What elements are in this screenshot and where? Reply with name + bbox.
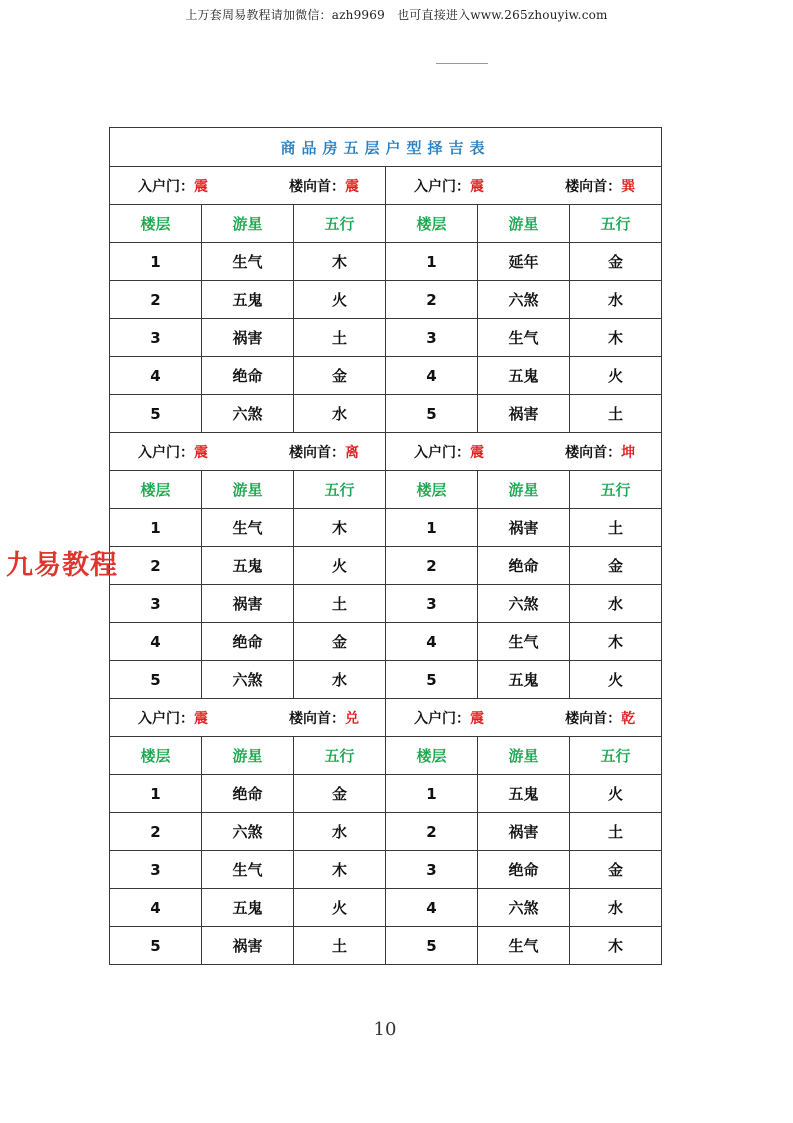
door-facing-info: [386, 176, 661, 196]
element-cell: 土: [570, 813, 662, 851]
element-cell: 火: [570, 775, 662, 813]
door-label: 入户门：: [138, 178, 194, 195]
door-label: 入户门：: [138, 444, 194, 461]
block-info-cell: [386, 167, 662, 205]
column-header-floor: 楼层: [110, 471, 202, 509]
column-header-floor: 楼层: [386, 205, 478, 243]
door-facing-info: [386, 442, 661, 462]
element-cell: 木: [294, 509, 386, 547]
element-cell: 土: [570, 395, 662, 433]
star-cell: 六煞: [478, 889, 570, 927]
floor-cell: 5: [386, 661, 478, 699]
floor-cell: 1: [386, 775, 478, 813]
facing-label: 楼向首：: [289, 178, 345, 195]
floor-cell: 4: [386, 889, 478, 927]
table-title-row: [110, 128, 662, 167]
column-header-element: 五行: [294, 471, 386, 509]
star-cell: 祸害: [478, 509, 570, 547]
door-info: [138, 708, 208, 728]
column-header-star: 游星: [478, 205, 570, 243]
star-cell: 祸害: [202, 927, 294, 965]
floor-cell: 4: [110, 623, 202, 661]
star-cell: 生气: [478, 927, 570, 965]
star-cell: 祸害: [478, 813, 570, 851]
star-cell: 六煞: [478, 281, 570, 319]
column-header-floor: 楼层: [386, 471, 478, 509]
door-info: [138, 176, 208, 196]
element-cell: 水: [570, 281, 662, 319]
star-cell: 五鬼: [478, 661, 570, 699]
floor-cell: 2: [386, 281, 478, 319]
facing-label: 楼向首：: [289, 710, 345, 727]
door-value: 震: [194, 710, 208, 727]
facing-value: 乾: [621, 710, 636, 727]
door-facing-info: [386, 708, 661, 728]
column-header-star: 游星: [478, 737, 570, 775]
door-label: 入户门：: [414, 444, 470, 461]
block-info-cell: [110, 167, 386, 205]
table-title: 商品房五层户型择吉表: [110, 128, 662, 167]
column-header-floor: 楼层: [110, 737, 202, 775]
floor-cell: 4: [386, 357, 478, 395]
element-cell: 水: [570, 585, 662, 623]
element-cell: 火: [294, 547, 386, 585]
decorative-dash: [436, 63, 488, 64]
door-label: 入户门：: [414, 710, 470, 727]
facing-info: [565, 442, 635, 462]
element-cell: 火: [294, 281, 386, 319]
element-cell: 木: [570, 319, 662, 357]
page-number: 10: [373, 1019, 397, 1040]
block-info-cell: [386, 699, 662, 737]
block-info-row: [110, 167, 662, 205]
element-cell: 土: [294, 585, 386, 623]
facing-label: 楼向首：: [565, 178, 622, 195]
facing-info: [565, 708, 635, 728]
door-value: 震: [470, 444, 484, 461]
table-row: [110, 319, 662, 357]
door-label: 入户门：: [138, 710, 194, 727]
column-header-row: [110, 737, 662, 775]
floor-cell: 5: [110, 395, 202, 433]
floor-cell: 2: [110, 547, 202, 585]
element-cell: 金: [294, 357, 386, 395]
facing-value: 震: [345, 178, 359, 195]
table-row: [110, 395, 662, 433]
block-info-row: [110, 699, 662, 737]
star-cell: 绝命: [202, 357, 294, 395]
star-cell: 五鬼: [478, 775, 570, 813]
floor-cell: 5: [110, 927, 202, 965]
floor-cell: 2: [110, 813, 202, 851]
table-row: [110, 775, 662, 813]
facing-info: [289, 176, 359, 196]
door-value: 震: [470, 710, 484, 727]
star-cell: 生气: [478, 319, 570, 357]
door-info: [414, 442, 484, 462]
element-cell: 木: [294, 851, 386, 889]
table-row: [110, 281, 662, 319]
block-info-cell: [386, 433, 662, 471]
element-cell: 金: [570, 243, 662, 281]
element-cell: 火: [294, 889, 386, 927]
header-note: 上万套周易教程请加微信：azh9969 也可直接进入www.265zhouyiw.com: [185, 8, 608, 22]
table-row: [110, 661, 662, 699]
floor-cell: 3: [110, 319, 202, 357]
element-cell: 火: [570, 357, 662, 395]
facing-value: 巽: [621, 178, 636, 195]
floor-cell: 3: [386, 585, 478, 623]
element-cell: 水: [570, 889, 662, 927]
column-header-element: 五行: [294, 737, 386, 775]
star-cell: 五鬼: [478, 357, 570, 395]
door-facing-info: [110, 442, 385, 462]
floor-cell: 3: [110, 851, 202, 889]
floor-cell: 4: [386, 623, 478, 661]
column-header-row: [110, 205, 662, 243]
element-cell: 金: [294, 775, 386, 813]
floor-cell: 4: [110, 889, 202, 927]
door-info: [414, 176, 484, 196]
block-info-cell: [110, 699, 386, 737]
element-cell: 金: [570, 547, 662, 585]
star-cell: 延年: [478, 243, 570, 281]
column-header-floor: 楼层: [110, 205, 202, 243]
door-label: 入户门：: [414, 178, 470, 195]
star-cell: 六煞: [202, 813, 294, 851]
star-cell: 五鬼: [202, 889, 294, 927]
door-value: 震: [194, 444, 208, 461]
floor-cell: 4: [110, 357, 202, 395]
block-info-row: [110, 433, 662, 471]
element-cell: 水: [294, 661, 386, 699]
floor-cell: 1: [386, 243, 478, 281]
element-cell: 木: [570, 623, 662, 661]
facing-value: 坤: [621, 444, 636, 461]
column-header-row: [110, 471, 662, 509]
floor-cell: 5: [386, 395, 478, 433]
facing-value: 兑: [345, 710, 359, 727]
door-facing-info: [110, 708, 385, 728]
facing-label: 楼向首：: [565, 710, 622, 727]
star-cell: 祸害: [478, 395, 570, 433]
star-cell: 六煞: [202, 395, 294, 433]
column-header-star: 游星: [202, 471, 294, 509]
door-value: 震: [470, 178, 484, 195]
table-row: [110, 889, 662, 927]
facing-value: 离: [345, 444, 359, 461]
facing-label: 楼向首：: [289, 444, 345, 461]
auspicious-floor-table: [109, 127, 662, 965]
star-cell: 六煞: [202, 661, 294, 699]
star-cell: 生气: [202, 243, 294, 281]
column-header-element: 五行: [570, 737, 662, 775]
star-cell: 祸害: [202, 585, 294, 623]
table-row: [110, 813, 662, 851]
facing-info: [289, 708, 359, 728]
floor-cell: 2: [110, 281, 202, 319]
element-cell: 金: [294, 623, 386, 661]
table-row: [110, 851, 662, 889]
element-cell: 火: [570, 661, 662, 699]
element-cell: 金: [570, 851, 662, 889]
facing-label: 楼向首：: [565, 444, 622, 461]
door-value: 震: [194, 178, 208, 195]
column-header-element: 五行: [294, 205, 386, 243]
element-cell: 水: [294, 395, 386, 433]
table-row: [110, 623, 662, 661]
door-info: [138, 442, 208, 462]
table-row: [110, 547, 662, 585]
star-cell: 祸害: [202, 319, 294, 357]
floor-cell: 1: [110, 509, 202, 547]
star-cell: 五鬼: [202, 281, 294, 319]
element-cell: 木: [570, 927, 662, 965]
table-row: [110, 357, 662, 395]
facing-info: [289, 442, 359, 462]
element-cell: 土: [294, 927, 386, 965]
column-header-element: 五行: [570, 471, 662, 509]
element-cell: 木: [294, 243, 386, 281]
star-cell: 五鬼: [202, 547, 294, 585]
star-cell: 绝命: [202, 623, 294, 661]
floor-cell: 1: [386, 509, 478, 547]
floor-cell: 2: [386, 547, 478, 585]
element-cell: 土: [570, 509, 662, 547]
door-info: [414, 708, 484, 728]
floor-cell: 3: [110, 585, 202, 623]
star-cell: 生气: [478, 623, 570, 661]
column-header-star: 游星: [202, 737, 294, 775]
star-cell: 生气: [202, 851, 294, 889]
floor-cell: 1: [110, 775, 202, 813]
column-header-floor: 楼层: [386, 737, 478, 775]
element-cell: 水: [294, 813, 386, 851]
floor-cell: 5: [110, 661, 202, 699]
watermark-logo: 九易教程: [6, 550, 118, 581]
star-cell: 绝命: [478, 851, 570, 889]
star-cell: 绝命: [202, 775, 294, 813]
column-header-star: 游星: [202, 205, 294, 243]
star-cell: 六煞: [478, 585, 570, 623]
facing-info: [565, 176, 635, 196]
door-facing-info: [110, 176, 385, 196]
block-info-cell: [110, 433, 386, 471]
element-cell: 土: [294, 319, 386, 357]
floor-cell: 1: [110, 243, 202, 281]
table-row: [110, 927, 662, 965]
floor-cell: 2: [386, 813, 478, 851]
table-row: [110, 243, 662, 281]
floor-cell: 5: [386, 927, 478, 965]
floor-cell: 3: [386, 851, 478, 889]
column-header-element: 五行: [570, 205, 662, 243]
table-row: [110, 509, 662, 547]
column-header-star: 游星: [478, 471, 570, 509]
star-cell: 绝命: [478, 547, 570, 585]
star-cell: 生气: [202, 509, 294, 547]
floor-cell: 3: [386, 319, 478, 357]
table-row: [110, 585, 662, 623]
